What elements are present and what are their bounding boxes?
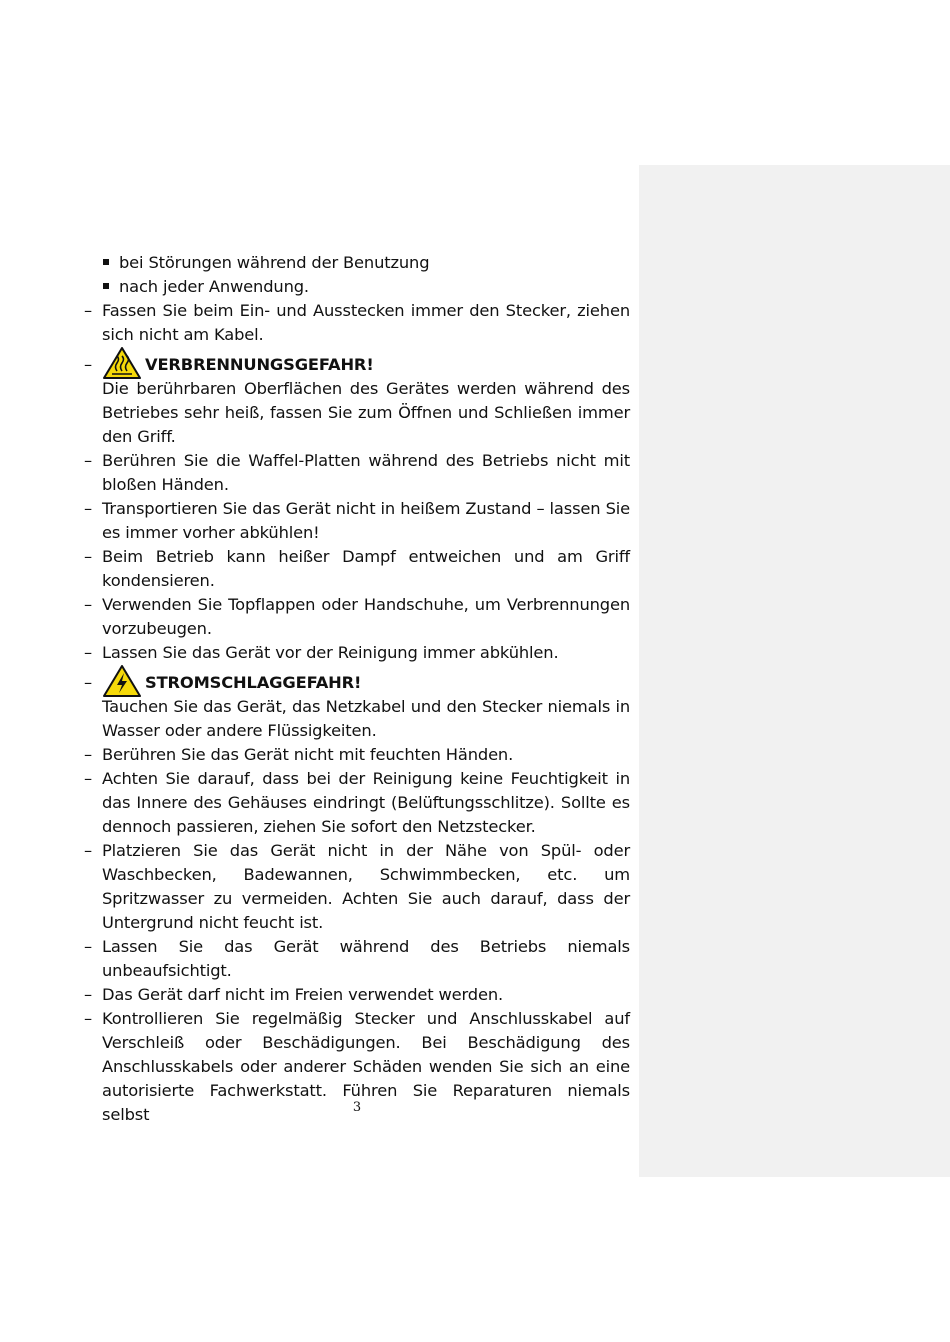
list-item-text: Fassen Sie beim Ein- und Ausstecken immer den Stecker, ziehen sich nicht am Kabel.	[102, 301, 630, 344]
list-item	[84, 275, 630, 299]
list-item-text: Berühren Sie die Waffel-Platten während des Betriebs nicht mit bloßen Händen.	[102, 451, 630, 494]
list-item-text: Kontrollieren Sie regelmäßig Stecker und Anschlusskabel auf Verschleiß oder Beschädigungen. Bei Beschädigung des Anschlusskabels oder anderer Schäden wenden Sie sich an eine autorisierte Fachwerkstatt. Führen Sie Reparaturen niemals selbst	[102, 1009, 630, 1124]
dash-bullet: –	[84, 595, 92, 614]
list-item-text: nach jeder Anwendung.	[119, 277, 309, 296]
dash-bullet: –	[84, 937, 92, 956]
list-item	[84, 767, 630, 839]
square-bullet-icon	[103, 259, 109, 265]
dash-bullet: –	[84, 451, 92, 470]
dash-bullet: –	[84, 985, 92, 1004]
dash-bullet: –	[84, 841, 92, 860]
square-bullet-icon	[103, 283, 109, 289]
hot-surface-warning-icon	[102, 346, 142, 380]
dash-bullet: –	[84, 673, 92, 692]
list-item-text: Das Gerät darf nicht im Freien verwendet werden.	[102, 985, 504, 1004]
list-item-text: Berühren Sie das Gerät nicht mit feuchten Händen.	[102, 745, 514, 764]
warning-title: STROMSCHLAGGEFAHR!	[145, 673, 362, 692]
list-item	[84, 935, 630, 983]
electric-shock-warning-icon	[102, 664, 142, 698]
list-item	[84, 545, 630, 593]
list-item	[84, 299, 630, 347]
list-item	[84, 593, 630, 641]
list-item	[84, 839, 630, 935]
list-item-text: Lassen Sie das Gerät vor der Reinigung immer abkühlen.	[102, 643, 559, 662]
dash-bullet: –	[84, 499, 92, 518]
list-item	[84, 449, 630, 497]
dash-bullet: –	[84, 769, 92, 788]
list-item-text: Verwenden Sie Topflappen oder Handschuhe, um Verbrennungen vorzubeugen.	[102, 595, 630, 638]
dash-bullet: –	[84, 1009, 92, 1028]
list-item	[84, 641, 630, 665]
page-number: 3	[352, 1100, 362, 1115]
warning-title: VERBRENNUNGSGEFAHR!	[145, 355, 374, 374]
list-item	[84, 983, 630, 1007]
dash-bullet: –	[84, 301, 92, 320]
warning-burn	[84, 353, 630, 449]
warning-shock	[84, 671, 630, 743]
list-item-text: Achten Sie darauf, dass bei der Reinigung keine Feuchtigkeit in das Innere des Gehäuses eindringt (Belüftungsschlitze). Sollte es dennoch passieren, ziehen Sie sofort den Netzstecker.	[102, 769, 630, 836]
comment-pane	[639, 165, 950, 1177]
dash-bullet: –	[84, 355, 92, 374]
warning-text: Die berührbaren Oberflächen des Gerätes werden während des Betriebes sehr heiß, fassen Sie zum Öffnen und Schließen immer den Griff.	[102, 379, 630, 446]
list-item-text: bei Störungen während der Benutzung	[119, 253, 430, 272]
list-item-text: Beim Betrieb kann heißer Dampf entweichen und am Griff kondensieren.	[102, 547, 630, 590]
list-item-text: Transportieren Sie das Gerät nicht in heißem Zustand – lassen Sie es immer vorher abkühlen!	[102, 499, 630, 542]
dash-bullet: –	[84, 547, 92, 566]
list-item-text: Lassen Sie das Gerät während des Betriebs niemals unbeaufsichtigt.	[102, 937, 630, 980]
dash-bullet: –	[84, 745, 92, 764]
list-item	[84, 743, 630, 767]
list-item-text: Platzieren Sie das Gerät nicht in der Nähe von Spül- oder Waschbecken, Badewannen, Schwimmbecken, etc. um Spritzwasser zu vermeiden. Achten Sie auch darauf, dass der Untergrund nicht feucht ist.	[102, 841, 630, 932]
warning-text: Tauchen Sie das Gerät, das Netzkabel und den Stecker niemals in Wasser oder andere Flüssigkeiten.	[102, 697, 630, 740]
document-body	[84, 251, 630, 1127]
dash-bullet: –	[84, 643, 92, 662]
list-item	[84, 251, 630, 275]
list-item	[84, 497, 630, 545]
